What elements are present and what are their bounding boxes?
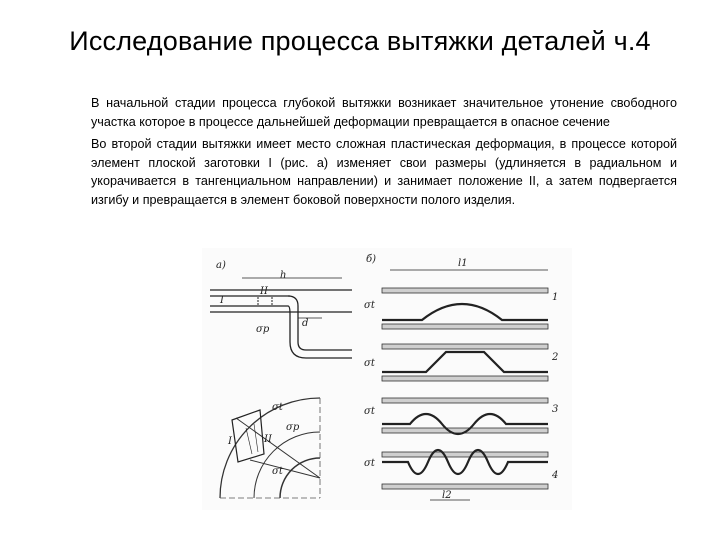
label-i-bottom: I xyxy=(228,436,232,447)
label-a: а) xyxy=(216,260,226,271)
label-sigma-t-4: σt xyxy=(364,458,375,469)
variant-2: 2 xyxy=(552,352,559,363)
label-i-top: I xyxy=(220,295,224,306)
label-d: d xyxy=(302,318,309,329)
label-l2: l2 xyxy=(442,490,452,501)
variant-3: 3 xyxy=(552,404,559,415)
label-sigma-t-3: σt xyxy=(364,406,375,417)
label-ii-top: II xyxy=(260,286,268,297)
label-sigma-r-bottom: σр xyxy=(286,422,300,433)
label-sigma-t-2: σt xyxy=(364,358,375,369)
label-sigma-t-1: σt xyxy=(364,300,375,311)
label-l1: l1 xyxy=(458,258,468,269)
label-ii-bottom: II xyxy=(264,434,272,445)
variant-1: 1 xyxy=(552,292,559,303)
deep-drawing-figure xyxy=(202,248,572,510)
paragraph-second-stage: Во второй стадии вытяжки имеет место сложная пластическая деформация, в процессе которой элемент плоской заготовки I (рис. а) изменяет свои размеры (удлиняется в радиальном и укорачивается в тангенциальном направлении) и занимает положение II, а затем подвергается изгибу и превращается в элемент боковой поверхности полого изделия. xyxy=(91,137,677,207)
body-text xyxy=(91,94,677,214)
label-b: б) xyxy=(366,254,377,265)
page-title: Исследование процесса вытяжки деталей ч.4 xyxy=(69,26,651,56)
figure-drawing xyxy=(202,248,572,510)
paragraph-initial-stage: В начальной стадии процесса глубокой вытяжки возникает значительное утонение свободного участка которое в процессе дальнейшей деформации превращается в опасное сечение xyxy=(91,96,677,129)
label-h: h xyxy=(280,270,287,281)
variant-4: 4 xyxy=(552,470,559,481)
label-sigma-t-bottom: σt xyxy=(272,402,283,413)
label-sigma-r-top: σр xyxy=(256,324,270,335)
label-sigma-t-bottom-2: σt xyxy=(272,466,283,477)
